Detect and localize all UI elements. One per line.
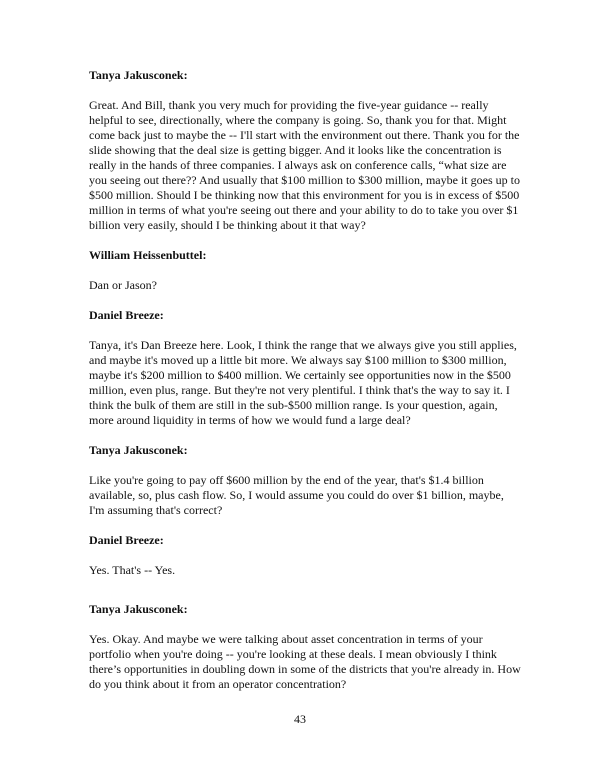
speaker-remark: Dan or Jason?	[89, 278, 157, 292]
speaker-remark: Yes. That's -- Yes.	[89, 563, 176, 577]
speaker-name: William Heissenbuttel:	[89, 248, 207, 262]
transcript-body	[89, 68, 521, 692]
speaker-remark: Yes. Okay. And maybe we were talking about asset concentration in terms of your portfolio when you're doing -- you're looking at these deals. I mean obviously I think there’s opportunities in doubling down in some of the districts that you're already in. How do you think about it from an operator concentration?	[89, 632, 521, 691]
speaker-name: Tanya Jakusconek:	[89, 68, 188, 82]
speaker-remark: Great. And Bill, thank you very much for providing the five-year guidance -- really helpful to see, directionally, where the company is going. So, thank you for that. Might come back just to maybe the -- I'll start with the environment out there. Thank you for the slide showing that the deal size is getting bigger. And it looks like the concentration is really in the hands of three companies. I always ask on conference calls, “what size are you seeing out there?? And usually that $100 million to $300 million, maybe it goes up to $500 million. Should I be thinking now that this environment for you is in excess of $500 million in terms of what you're seeing out there and your ability to do to take you over $1 billion very easily, should I be thinking about it that way?	[89, 98, 520, 232]
page-number: 43	[294, 712, 306, 726]
speaker-remark: Like you're going to pay off $600 million by the end of the year, that's $1.4 billion available, so, plus cash flow. So, I would assume you could do over $1 billion, maybe, I'm assuming that's correct?	[89, 473, 504, 517]
speaker-name: Tanya Jakusconek:	[89, 443, 188, 457]
speaker-name: Daniel Breeze:	[89, 308, 164, 322]
speaker-name: Tanya Jakusconek:	[89, 602, 188, 616]
speaker-remark: Tanya, it's Dan Breeze here. Look, I think the range that we always give you still applies, and maybe it's moved up a little bit more. We always say $100 million to $300 million, maybe it's $200 million to $400 million. We certainly see opportunities now in the $500 million, even plus, range. But they're not very plentiful. I think that's the way to say it. I think the bulk of them are still in the sub-$500 million range. Is your question, again, more around liquidity in terms of how we would fund a large deal?	[89, 338, 517, 427]
speaker-name: Daniel Breeze:	[89, 533, 164, 547]
